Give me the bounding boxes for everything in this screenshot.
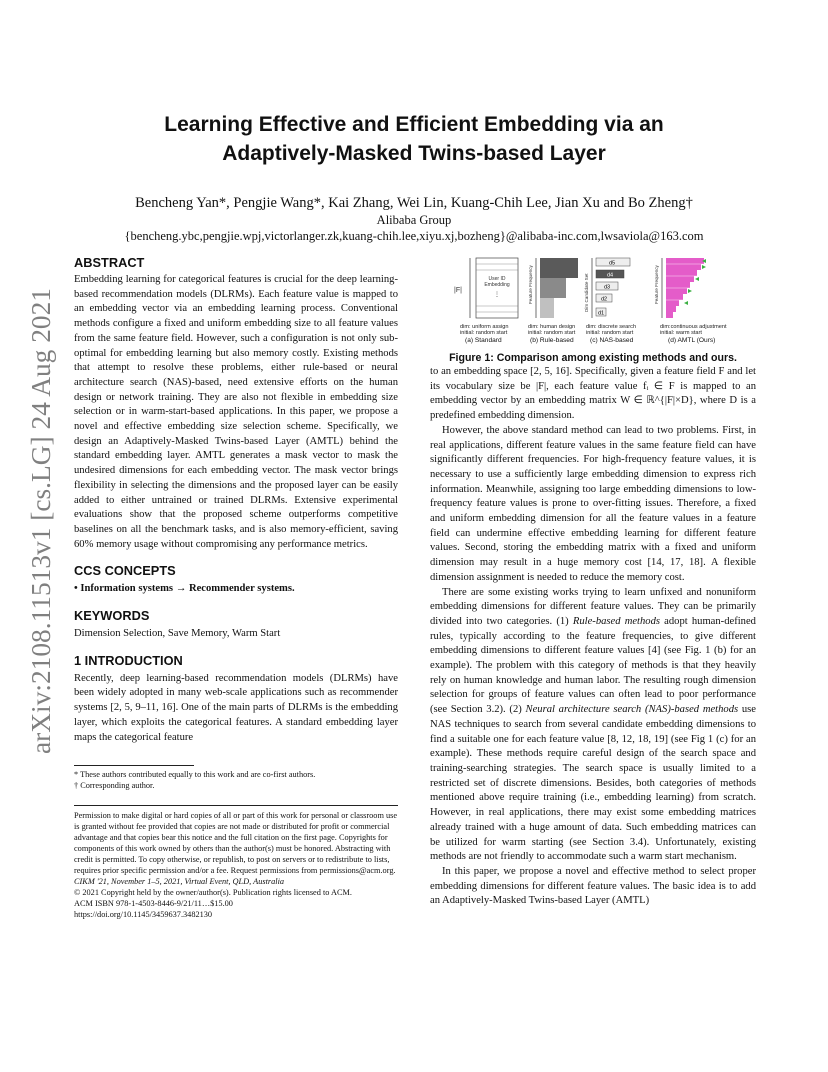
author-list: Bencheng Yan*, Pengjie Wang*, Kai Zhang, Wei Lin, Kuang-Chih Lee, Jian Xu and Bo Zheng† (135, 195, 693, 211)
intro-continuation: to an embedding space [2, 5, 16]. Specifically, given a feature field F and let its vocabulary size be |F|, each feature value fᵢ ∈ F is mapped to an embedding vector by an embedding matrix W ∈ ℝ^{|F|×D}, where D is a predefined embedding dimension. (430, 366, 756, 422)
panel-d-dim: dim:continuous adjustment (660, 324, 727, 330)
abstract-heading: ABSTRACT (74, 255, 145, 270)
footnote-corresponding: † Corresponding author. (74, 781, 155, 791)
svg-text:⋮: ⋮ (494, 292, 500, 298)
affiliation: Alibaba Group (376, 213, 452, 227)
paper-title (60, 110, 768, 168)
panel-d-caption: (d) AMTL (Ours) (668, 337, 716, 344)
candidate-d4: d4 (606, 272, 614, 279)
arxiv-id-text: arXiv:2108.11513v1 [cs.LG] 24 Aug 2021 (26, 294, 56, 754)
figure-1 (430, 252, 756, 344)
axis-label-frequency-b: Feature Frequency (528, 265, 533, 304)
candidate-d5: d5 (608, 260, 616, 267)
panel-a-dim: dim: uniform assign (460, 324, 509, 330)
candidate-d1: d1 (597, 310, 605, 317)
panel-b-init: initial: random start (528, 330, 576, 336)
permission-notice: Permission to make digital or hard copies of all or part of this work for personal or classroom use is granted without fee provided that copies are not made or distributed for profit or commercial advantage and that copies bear this notice and the full citation on the first page. Copyrights for components of this work owned by others than the author(s) must be honored. Abstracting with credit is permitted. To copy otherwise, or republish, to post on servers or to redistribute to lists, requires prior specific permission and/or a fee. Request permissions from permissions@acm.org. (74, 811, 398, 876)
ccs-text: • Information systems → Recommender systems. (74, 583, 295, 595)
rule-based-term: Rule-based methods (572, 615, 660, 627)
panel-amtl (654, 258, 727, 344)
copyright-line: © 2021 Copyright held by the owner/author(s). Publication rights licensed to ACM. (74, 888, 352, 898)
rule-group-low (540, 298, 554, 318)
nas-based-term: Neural architecture search (NAS)-based methods (525, 704, 739, 716)
conference-info: CIKM '21, November 1–5, 2021, Virtual Event, QLD, Australia (74, 877, 285, 887)
introduction-text: Recently, deep learning-based recommendation models (DLRMs) have been widely adopted in many web-scale applications such as recommender systems [2, 5, 9–11, 16]. One of the main parts of DLRMs is the embedding layer, which exploits the categorical features. A standard embedding layer maps the categorical feature (74, 672, 398, 743)
right-column (430, 252, 756, 909)
footnote-rule (74, 765, 194, 766)
panel-a-init: initial: random start (460, 330, 508, 336)
problems-paragraph: However, the above standard method can lead to two problems. First, in real applications, different feature values in the same feature field can have significantly different frequencies. For high-frequency feature values, it is necessary to use a sufficiently large embedding dimension to express rich information. Meanwhile, assigning too large embedding dimensions to low-frequency feature values is prone to over-fitting issues. Therefore, a fixed and uniform embedding dimension for all the feature values in a feature field can undermine effective embedding learning for different feature values. Second, storing the embedding matrix with a fixed and uniform dimension may result in a huge memory cost [14, 17, 18]. A flexible dimension assignment is needed to reduce the memory cost. (430, 424, 756, 583)
svg-text:User ID: User ID (488, 276, 506, 282)
rule-group-mid (540, 278, 566, 298)
panel-c-caption: (c) NAS-based (590, 337, 634, 344)
title-line-1: Learning Effective and Efficient Embedding via an (164, 113, 664, 136)
permission-rule (74, 805, 398, 806)
panel-nas-based (584, 258, 636, 344)
ccs-heading: CCS CONCEPTS (74, 563, 176, 579)
panel-c-init: initial: random start (586, 330, 634, 336)
panel-b-dim: dim: human design (528, 324, 576, 330)
keywords-heading: KEYWORDS (74, 608, 150, 624)
axis-label-frequency-d: Feature Frequency (654, 265, 659, 304)
title-line-2: Adaptively-Masked Twins-based Layer (222, 142, 606, 165)
rule-group-high (540, 258, 578, 278)
abstract-text: Embedding learning for categorical features is crucial for the deep learning-based recommendation models (DLRMs). Each feature value is mapped to an embedding vector via an embedding learning process. Conventional methods configure a fixed and uniform embedding size to all feature values from the same feature field. However, such a configuration is not only sub-optimal for embedding learning but also memory costly. Existing methods that attempt to resolve these problems, either rule-based or neural architecture search (NAS)-based, need extensive efforts on the human design or network training. They are also not flexible in embedding size selection or in warm-start-based applications. In this paper, we propose a novel and effective embedding size selection scheme. Specifically, we design an Adaptively-Masked Twins-based Layer (AMTL) behind the standard embedding layer. AMTL generates a mask vector to mask the undesired dimensions for each embedding vector. The mask vector brings flexibility in selecting the dimensions and the proposed layer can be easily added to either untrained or trained DLRMs. Extensive experimental evaluations show that the proposed scheme outperforms competitive baselines on all the benchmark tasks, and is also memory-efficient, saving 60% memory usage without compromising any performance metrics. (74, 274, 398, 550)
panel-a-caption: (a) Standard (465, 337, 502, 344)
isbn-line: ACM ISBN 978-1-4503-8446-9/21/11…$15.00 (74, 899, 233, 909)
keywords-text: Dimension Selection, Save Memory, Warm Start (74, 628, 281, 640)
doi-link[interactable]: https://doi.org/10.1145/3459637.3482130 (74, 910, 213, 920)
panel-standard (454, 258, 518, 344)
introduction-heading: 1 INTRODUCTION (74, 652, 183, 668)
arxiv-side-identifier (14, 286, 64, 756)
panel-d-init: initial: warm start (660, 330, 702, 336)
uniform-embedding-table (476, 258, 518, 318)
existing-works-paragraph: There are some existing works trying to learn unfixed and nonuniform embedding dimensions for different feature values. They can be primarily divided into two categories. (1) Rule-based methods adopt human-defined rules, typically according to the feature frequencies, to give different embedding dimensions to different feature values [4] (see Fig. 1 (b) for an example). The problem with this category of methods is that they heavily rely on human knowledge and human labor. The resulting rough dimension selection for groups of feature values can often lead to poor performance (see Section 3.2). (2) Neural architecture search (NAS)-based methods use NAS techniques to search from several candidate embedding dimensions to find a suitable one for each feature value [8, 12, 18, 19] (see Fig 1 (c) for an example). These methods require careful design of the search space and training-searching strategies. The search space is usually limited to a restricted set of discrete dimensions. Besides, both categories of methods mentioned above require training (i.e., embedding learning) from scratch. However, in real applications, there may exist some embedding matrices already trained with a huge amount of data. Such embedding matrices can be utilized for warm starting (see Section 3.4). Unfortunately, existing methods are not friendly to accommodate such a warm start mechanism. (430, 586, 756, 863)
panel-rule-based (528, 258, 578, 344)
panel-b-caption: (b) Rule-based (530, 337, 574, 344)
proposal-paragraph: In this paper, we propose a novel and effective method to select proper embedding dimensions for different feature values. The basic idea is to add an Adaptively-Masked Twins-based Layer (AMTL) (430, 865, 756, 907)
candidate-d3: d3 (603, 284, 611, 291)
figure-caption: Figure 1: Comparison among existing methods and ours. (449, 352, 737, 364)
svg-text:Embedding: Embedding (484, 282, 510, 288)
panel-c-dim: dim: discrete search (586, 324, 637, 330)
vocab-size-label: |F| (454, 287, 462, 294)
candidate-d2: d2 (600, 296, 608, 303)
footnote-co-first: * These authors contributed equally to this work and are co-first authors. (74, 770, 316, 780)
author-emails: {bencheng.ybc,pengjie.wpj,victorlanger.zk,kuang-chih.lee,xiyu.xj,bozheng}@alibaba-inc.com,lwsaviola@163.com (124, 229, 704, 243)
axis-label-candidates: Dim Candidate Set (584, 273, 589, 312)
left-column (74, 255, 398, 920)
